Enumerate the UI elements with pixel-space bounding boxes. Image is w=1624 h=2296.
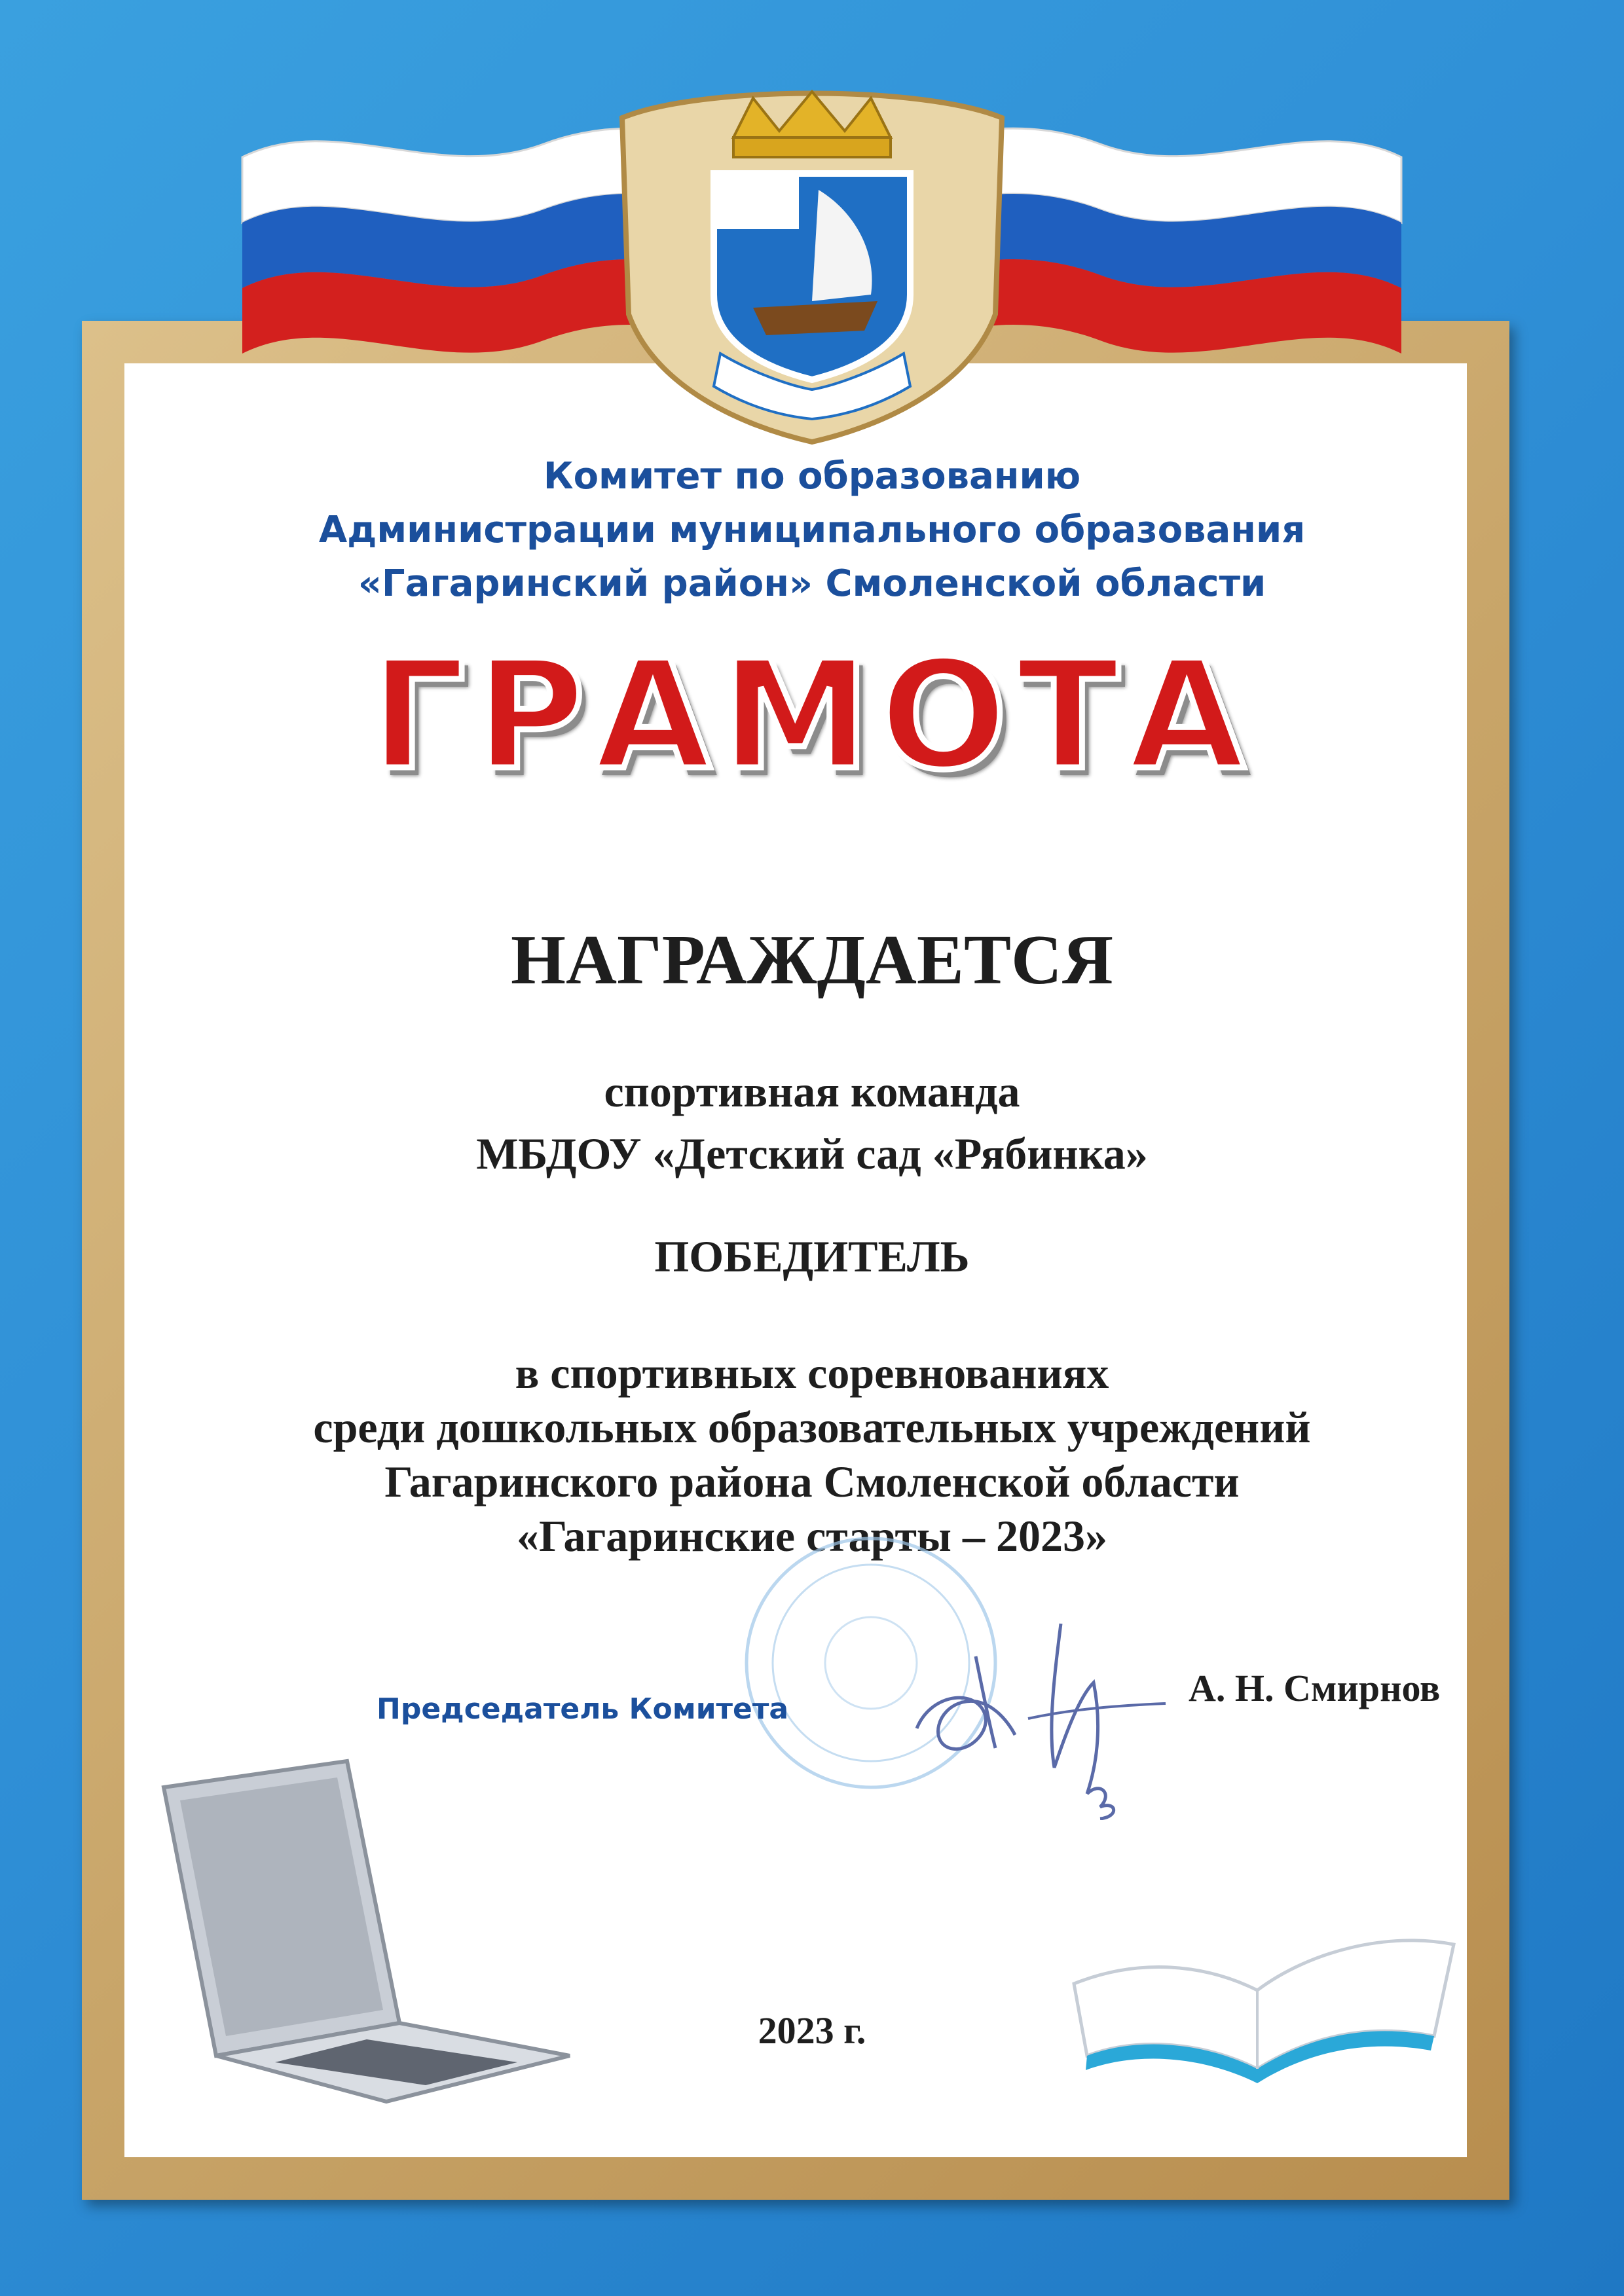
committee-line-2: Администрации муниципального образования [318, 509, 1306, 551]
competition-line-1: в спортивных соревнованиях [515, 1348, 1109, 1398]
certificate-title: ГРАМОТА [369, 629, 1255, 803]
committee-line-3: «Гагаринский район» Смоленской области [358, 562, 1266, 605]
coat-of-arms-icon [602, 79, 1022, 445]
recipient-line-2: МБДОУ «Детский сад «Рябинка» [476, 1129, 1148, 1178]
chairman-title: Председатель Комитета [377, 1692, 789, 1726]
certificate-year: 2023 г. [758, 2009, 866, 2052]
committee-line-1: Комитет по образованию [543, 455, 1081, 498]
competition-line-2: среди дошкольных образовательных учреждений [313, 1402, 1311, 1452]
chairman-name: А. Н. Смирнов [1189, 1667, 1441, 1709]
winner-status: ПОБЕДИТЕЛЬ [654, 1231, 970, 1281]
signature-icon [891, 1597, 1179, 1820]
laptop-icon [151, 1748, 596, 2115]
crown-icon [733, 92, 891, 157]
competition-line-3: Гагаринского района Смоленской области [384, 1457, 1240, 1506]
open-book-icon [1061, 1879, 1467, 2088]
awarded-heading: НАГРАЖДАЕТСЯ [510, 921, 1113, 999]
competition-line-4: «Гагаринские старты – 2023» [517, 1511, 1107, 1561]
recipient-line-1: спортивная команда [604, 1066, 1020, 1116]
